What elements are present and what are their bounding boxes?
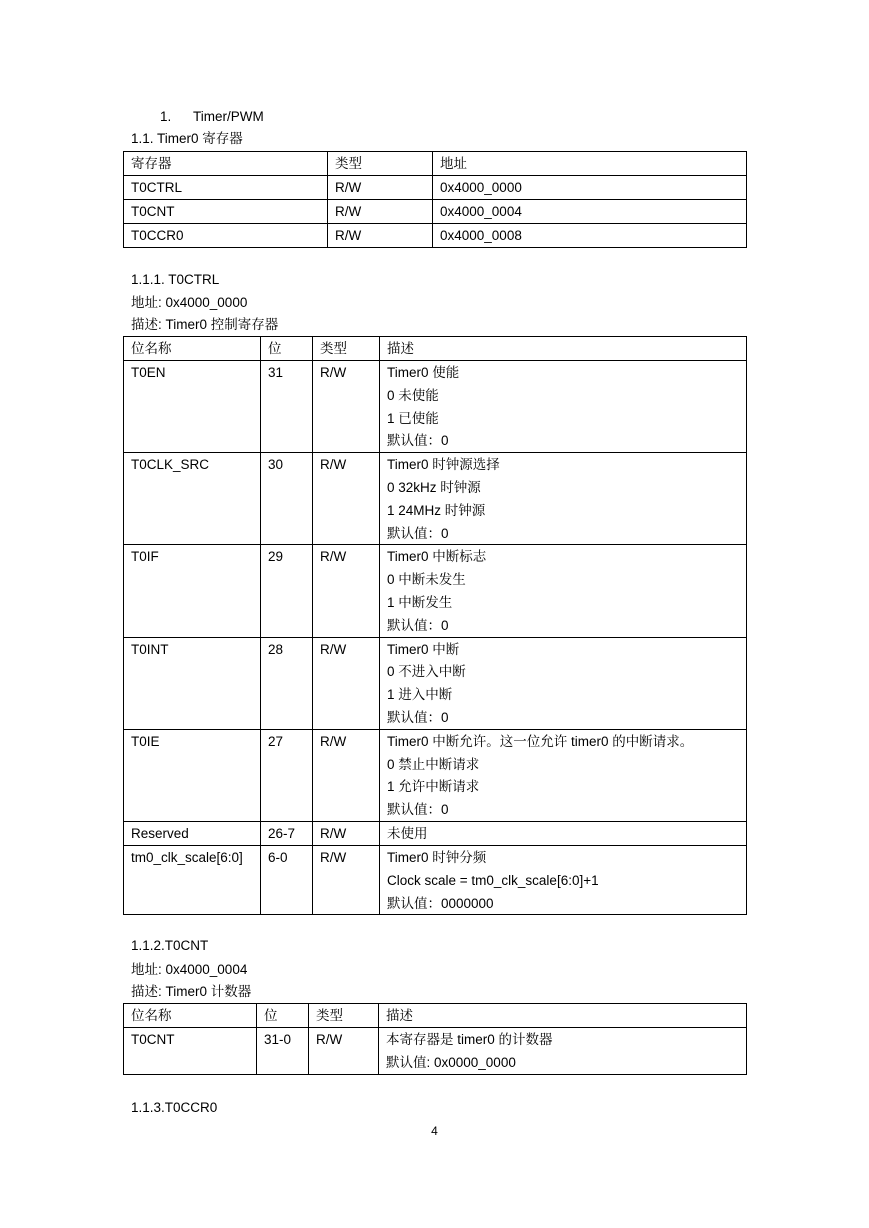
bit-name: tm0_clk_scale[6:0] bbox=[124, 845, 261, 914]
desc-line: Clock scale = tm0_clk_scale[6:0]+1 bbox=[387, 872, 599, 888]
bit-range: 30 bbox=[261, 453, 313, 545]
bit-type: R/W bbox=[313, 545, 380, 637]
table-cell: R/W bbox=[328, 224, 433, 248]
table-cell: T0CCR0 bbox=[124, 224, 328, 248]
bit-range: 26-7 bbox=[261, 821, 313, 845]
bit-type: R/W bbox=[313, 361, 380, 453]
bit-description bbox=[380, 845, 747, 914]
t0cnt-table-header bbox=[124, 1004, 747, 1028]
bit-description bbox=[380, 729, 747, 821]
table-row bbox=[124, 821, 747, 845]
desc-line: 1 允许中断请求 bbox=[387, 779, 480, 795]
desc-line: 1 24MHz 时钟源 bbox=[387, 502, 486, 518]
t0ctrl-bit-table bbox=[123, 336, 747, 915]
desc-line: 0 不进入中断 bbox=[387, 664, 466, 680]
header-cell: 位 bbox=[257, 1004, 309, 1028]
bit-name: T0CLK_SRC bbox=[124, 453, 261, 545]
desc-line: 默认值：0000000 bbox=[387, 895, 494, 911]
desc-line: 默认值：0 bbox=[387, 802, 449, 818]
bit-range: 31 bbox=[261, 361, 313, 453]
bit-description bbox=[380, 545, 747, 637]
bit-description bbox=[380, 453, 747, 545]
heading-1-number: 1. bbox=[160, 109, 172, 124]
bit-range: 27 bbox=[261, 729, 313, 821]
bit-type: R/W bbox=[313, 637, 380, 729]
t0cnt-address: 地址: 0x4000_0004 bbox=[131, 962, 248, 977]
desc-line: 1 已使能 bbox=[387, 410, 439, 426]
table-row bbox=[124, 637, 747, 729]
bit-name: T0EN bbox=[124, 361, 261, 453]
bit-range: 6-0 bbox=[261, 845, 313, 914]
bit-description bbox=[379, 1028, 747, 1075]
section-1-1-title: 1.1. Timer0 寄存器 bbox=[131, 131, 243, 146]
desc-line: 0 32kHz 时钟源 bbox=[387, 479, 481, 495]
bit-name: T0CNT bbox=[124, 1028, 257, 1075]
desc-line: Timer0 使能 bbox=[387, 365, 460, 380]
header-cell: 位名称 bbox=[124, 1004, 257, 1028]
desc-line: 0 未使能 bbox=[387, 387, 439, 403]
table-row bbox=[124, 176, 747, 200]
desc-line: 默认值：0 bbox=[387, 525, 449, 541]
bit-name: T0IF bbox=[124, 545, 261, 637]
page-number: 4 bbox=[431, 1124, 438, 1138]
table-row bbox=[124, 453, 747, 545]
bit-name: T0IE bbox=[124, 729, 261, 821]
bit-description bbox=[380, 637, 747, 729]
header-cell: 描述 bbox=[380, 337, 747, 361]
t0ccr0-title: 1.1.3.T0CCR0 bbox=[131, 1100, 218, 1115]
table-cell: R/W bbox=[328, 200, 433, 224]
t0cnt-bit-table bbox=[123, 1003, 747, 1075]
bit-name: Reserved bbox=[124, 821, 261, 845]
table-row bbox=[124, 361, 747, 453]
table-row bbox=[124, 845, 747, 914]
desc-line: Timer0 时钟分频 bbox=[387, 849, 487, 865]
table-row bbox=[124, 1028, 747, 1075]
t0cnt-description: 描述: Timer0 计数器 bbox=[131, 984, 252, 999]
t0ctrl-description: 描述: Timer0 控制寄存器 bbox=[131, 317, 279, 332]
bit-range: 29 bbox=[261, 545, 313, 637]
desc-line: 1 中断发生 bbox=[387, 594, 453, 610]
table-cell: 0x4000_0008 bbox=[433, 224, 747, 248]
table-row bbox=[124, 200, 747, 224]
header-cell: 描述 bbox=[379, 1004, 747, 1028]
table-cell: R/W bbox=[328, 176, 433, 200]
bit-description bbox=[380, 821, 747, 845]
desc-line: Timer0 中断允许。这一位允许 timer0 的中断请求。 bbox=[387, 733, 694, 749]
heading-1-text: Timer/PWM bbox=[193, 109, 264, 124]
desc-line: Timer0 时钟源选择 bbox=[387, 457, 500, 473]
bit-range: 31-0 bbox=[257, 1028, 309, 1075]
bit-name: T0INT bbox=[124, 637, 261, 729]
header-cell: 寄存器 bbox=[124, 152, 328, 176]
bit-description bbox=[380, 361, 747, 453]
table-cell: T0CNT bbox=[124, 200, 328, 224]
desc-line: 0 禁止中断请求 bbox=[387, 756, 480, 772]
t0ctrl-table-header bbox=[124, 337, 747, 361]
table-row bbox=[124, 729, 747, 821]
desc-line: 默认值：0 bbox=[387, 709, 449, 725]
desc-line: 本寄存器是 timer0 的计数器 bbox=[386, 1032, 553, 1047]
bit-type: R/W bbox=[313, 821, 380, 845]
table-row bbox=[124, 224, 747, 248]
desc-line: 未使用 bbox=[387, 825, 428, 841]
bit-type: R/W bbox=[313, 453, 380, 545]
desc-line: 默认值: 0x0000_0000 bbox=[386, 1054, 516, 1070]
desc-line: 默认值：0 bbox=[387, 433, 449, 449]
t0ctrl-address: 地址: 0x4000_0000 bbox=[131, 295, 248, 310]
t0cnt-title: 1.1.2.T0CNT bbox=[131, 938, 209, 953]
bit-range: 28 bbox=[261, 637, 313, 729]
header-cell: 地址 bbox=[433, 152, 747, 176]
bit-type: R/W bbox=[313, 845, 380, 914]
header-cell: 类型 bbox=[309, 1004, 379, 1028]
register-table bbox=[123, 151, 747, 248]
header-cell: 位 bbox=[261, 337, 313, 361]
desc-line: Timer0 中断 bbox=[387, 641, 460, 657]
table-cell: 0x4000_0004 bbox=[433, 200, 747, 224]
table-row bbox=[124, 545, 747, 637]
header-cell: 类型 bbox=[328, 152, 433, 176]
desc-line: 0 中断未发生 bbox=[387, 572, 466, 588]
table-cell: T0CTRL bbox=[124, 176, 328, 200]
header-cell: 位名称 bbox=[124, 337, 261, 361]
desc-line: 1 进入中断 bbox=[387, 687, 453, 703]
t0ctrl-title: 1.1.1. T0CTRL bbox=[131, 272, 220, 287]
desc-line: Timer0 中断标志 bbox=[387, 549, 487, 565]
header-cell: 类型 bbox=[313, 337, 380, 361]
table-cell: 0x4000_0000 bbox=[433, 176, 747, 200]
desc-line: 默认值：0 bbox=[387, 617, 449, 633]
bit-type: R/W bbox=[309, 1028, 379, 1075]
register-table-header bbox=[124, 152, 747, 176]
heading-1 bbox=[160, 105, 264, 128]
bit-type: R/W bbox=[313, 729, 380, 821]
